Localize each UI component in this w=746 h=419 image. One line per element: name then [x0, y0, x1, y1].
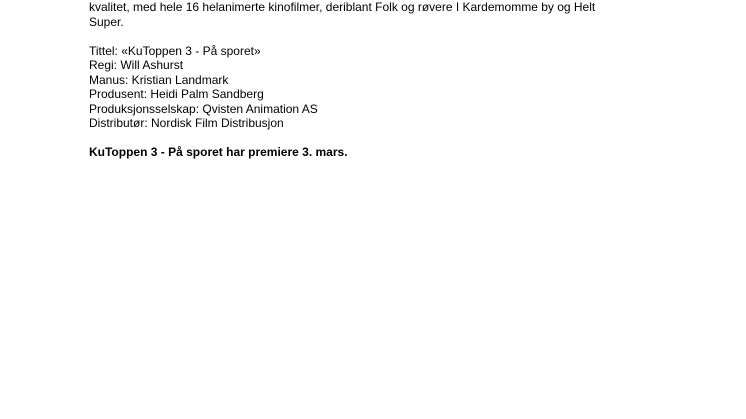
- credit-director: Regi: Will Ashurst: [89, 58, 184, 72]
- document-body: [89, 0, 649, 160]
- intro-line-1: kvalitet, med hele 16 helanimerte kinofilmer, deriblant Folk og røvere I Kardemomme by og Helt: [89, 0, 596, 14]
- credit-production-company: Produksjonsselskap: Qvisten Animation AS: [89, 101, 318, 116]
- intro-line-2: Super.: [89, 14, 124, 29]
- credit-distributor: Distributør: Nordisk Film Distribusjon: [89, 116, 284, 130]
- credit-writer: Manus: Kristian Landmark: [89, 72, 229, 87]
- credit-title: Tittel: «KuToppen 3 - På sporet»: [89, 43, 261, 58]
- premiere-announcement: KuToppen 3 - På sporet har premiere 3. mars.: [89, 145, 348, 159]
- credit-producer: Produsent: Heidi Palm Sandberg: [89, 87, 264, 101]
